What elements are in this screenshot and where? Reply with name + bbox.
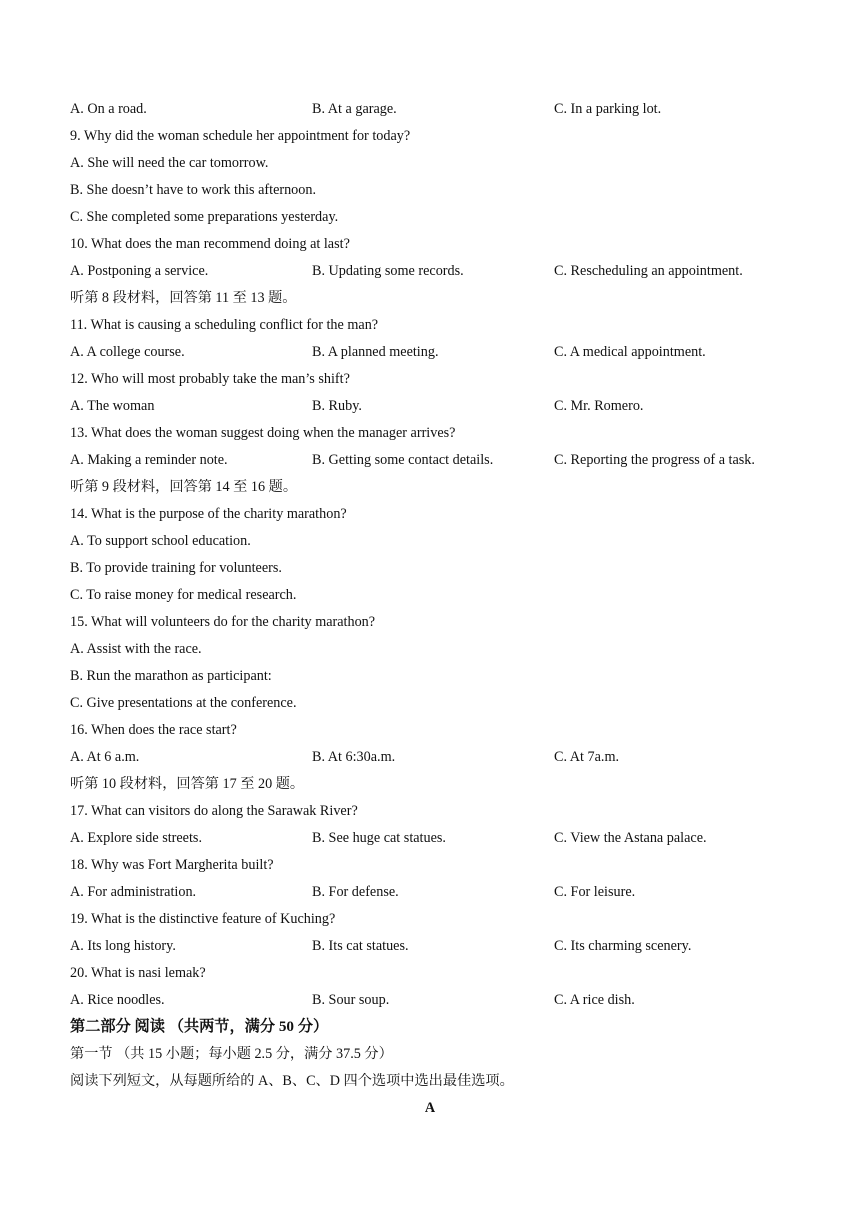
- q17-option-a: A. Explore side streets.: [70, 830, 202, 846]
- q20-question: 20. What is nasi lemak?: [70, 965, 206, 981]
- q9-question: 9. Why did the woman schedule her appointment for today?: [70, 128, 411, 144]
- instruction-passage-9: 听第 9 段材料，回答第 14 至 16 题。: [70, 479, 298, 495]
- instruction-passage-8: 听第 8 段材料，回答第 11 至 13 题。: [70, 290, 297, 306]
- q15-option-b: B. Run the marathon as participant:: [70, 668, 272, 684]
- q13-option-a: A. Making a reminder note.: [70, 452, 228, 468]
- q19-option-a: A. Its long history.: [70, 938, 176, 954]
- q10-option-b: B. Updating some records.: [312, 263, 464, 279]
- q10-option-a: A. Postponing a service.: [70, 263, 209, 279]
- q18-question: 18. Why was Fort Margherita built?: [70, 857, 274, 873]
- q12-option-c: C. Mr. Romero.: [554, 398, 644, 414]
- q12-option-a: A. The woman: [70, 398, 155, 414]
- q14-option-c: C. To raise money for medical research.: [70, 587, 297, 603]
- q18-option-c: C. For leisure.: [554, 884, 636, 900]
- q11-option-a: A. A college course.: [70, 344, 185, 360]
- q12-question: 12. Who will most probably take the man’s shift?: [70, 371, 350, 387]
- q15-option-a: A. Assist with the race.: [70, 641, 202, 657]
- q10-option-c: C. Rescheduling an appointment.: [554, 263, 743, 279]
- q9-option-a: A. She will need the car tomorrow.: [70, 155, 269, 171]
- q16-question: 16. When does the race start?: [70, 722, 237, 738]
- q16-option-a: A. At 6 a.m.: [70, 749, 140, 765]
- q15-question: 15. What will volunteers do for the charity marathon?: [70, 614, 376, 630]
- q19-question: 19. What is the distinctive feature of Kuching?: [70, 911, 336, 927]
- q16-option-c: C. At 7a.m.: [554, 749, 620, 765]
- q8-option-b: B. At a garage.: [312, 101, 397, 117]
- q14-option-b: B. To provide training for volunteers.: [70, 560, 282, 576]
- part2-title: 第二部分 阅读 （共两节，满分 50 分）: [70, 1018, 329, 1035]
- part2-section1-heading: 第一节 （共 15 小题；每小题 2.5 分，满分 37.5 分）: [70, 1046, 393, 1062]
- q11-option-b: B. A planned meeting.: [312, 344, 439, 360]
- q19-option-c: C. Its charming scenery.: [554, 938, 692, 954]
- q19-option-b: B. Its cat statues.: [312, 938, 409, 954]
- q11-option-c: C. A medical appointment.: [554, 344, 706, 360]
- q8-option-a: A. On a road.: [70, 101, 147, 117]
- q8-option-c: C. In a parking lot.: [554, 101, 662, 117]
- q20-option-c: C. A rice dish.: [554, 992, 635, 1008]
- part2-directions: 阅读下列短文，从每题所给的 A、B、C、D 四个选项中选出最佳选项。: [70, 1073, 514, 1089]
- q14-option-a: A. To support school education.: [70, 533, 251, 549]
- q20-option-a: A. Rice noodles.: [70, 992, 165, 1008]
- q13-question: 13. What does the woman suggest doing when the manager arrives?: [70, 425, 456, 441]
- q13-option-c: C. Reporting the progress of a task.: [554, 452, 755, 468]
- q17-option-c: C. View the Astana palace.: [554, 830, 707, 846]
- q13-option-b: B. Getting some contact details.: [312, 452, 494, 468]
- q12-option-b: B. Ruby.: [312, 398, 362, 414]
- q15-option-c: C. Give presentations at the conference.: [70, 695, 297, 711]
- q14-question: 14. What is the purpose of the charity marathon?: [70, 506, 347, 522]
- passage-label: A: [424, 1100, 436, 1116]
- q16-option-b: B. At 6:30a.m.: [312, 749, 396, 765]
- q9-option-c: C. She completed some preparations yesterday.: [70, 209, 339, 225]
- instruction-passage-10: 听第 10 段材料，回答第 17 至 20 题。: [70, 776, 305, 792]
- q18-option-b: B. For defense.: [312, 884, 399, 900]
- q17-question: 17. What can visitors do along the Sarawak River?: [70, 803, 358, 819]
- q10-question: 10. What does the man recommend doing at last?: [70, 236, 350, 252]
- q11-question: 11. What is causing a scheduling conflict for the man?: [70, 317, 379, 333]
- q9-option-b: B. She doesn’t have to work this afternoon.: [70, 182, 317, 198]
- q17-option-b: B. See huge cat statues.: [312, 830, 446, 846]
- q18-option-a: A. For administration.: [70, 884, 197, 900]
- q20-option-b: B. Sour soup.: [312, 992, 390, 1008]
